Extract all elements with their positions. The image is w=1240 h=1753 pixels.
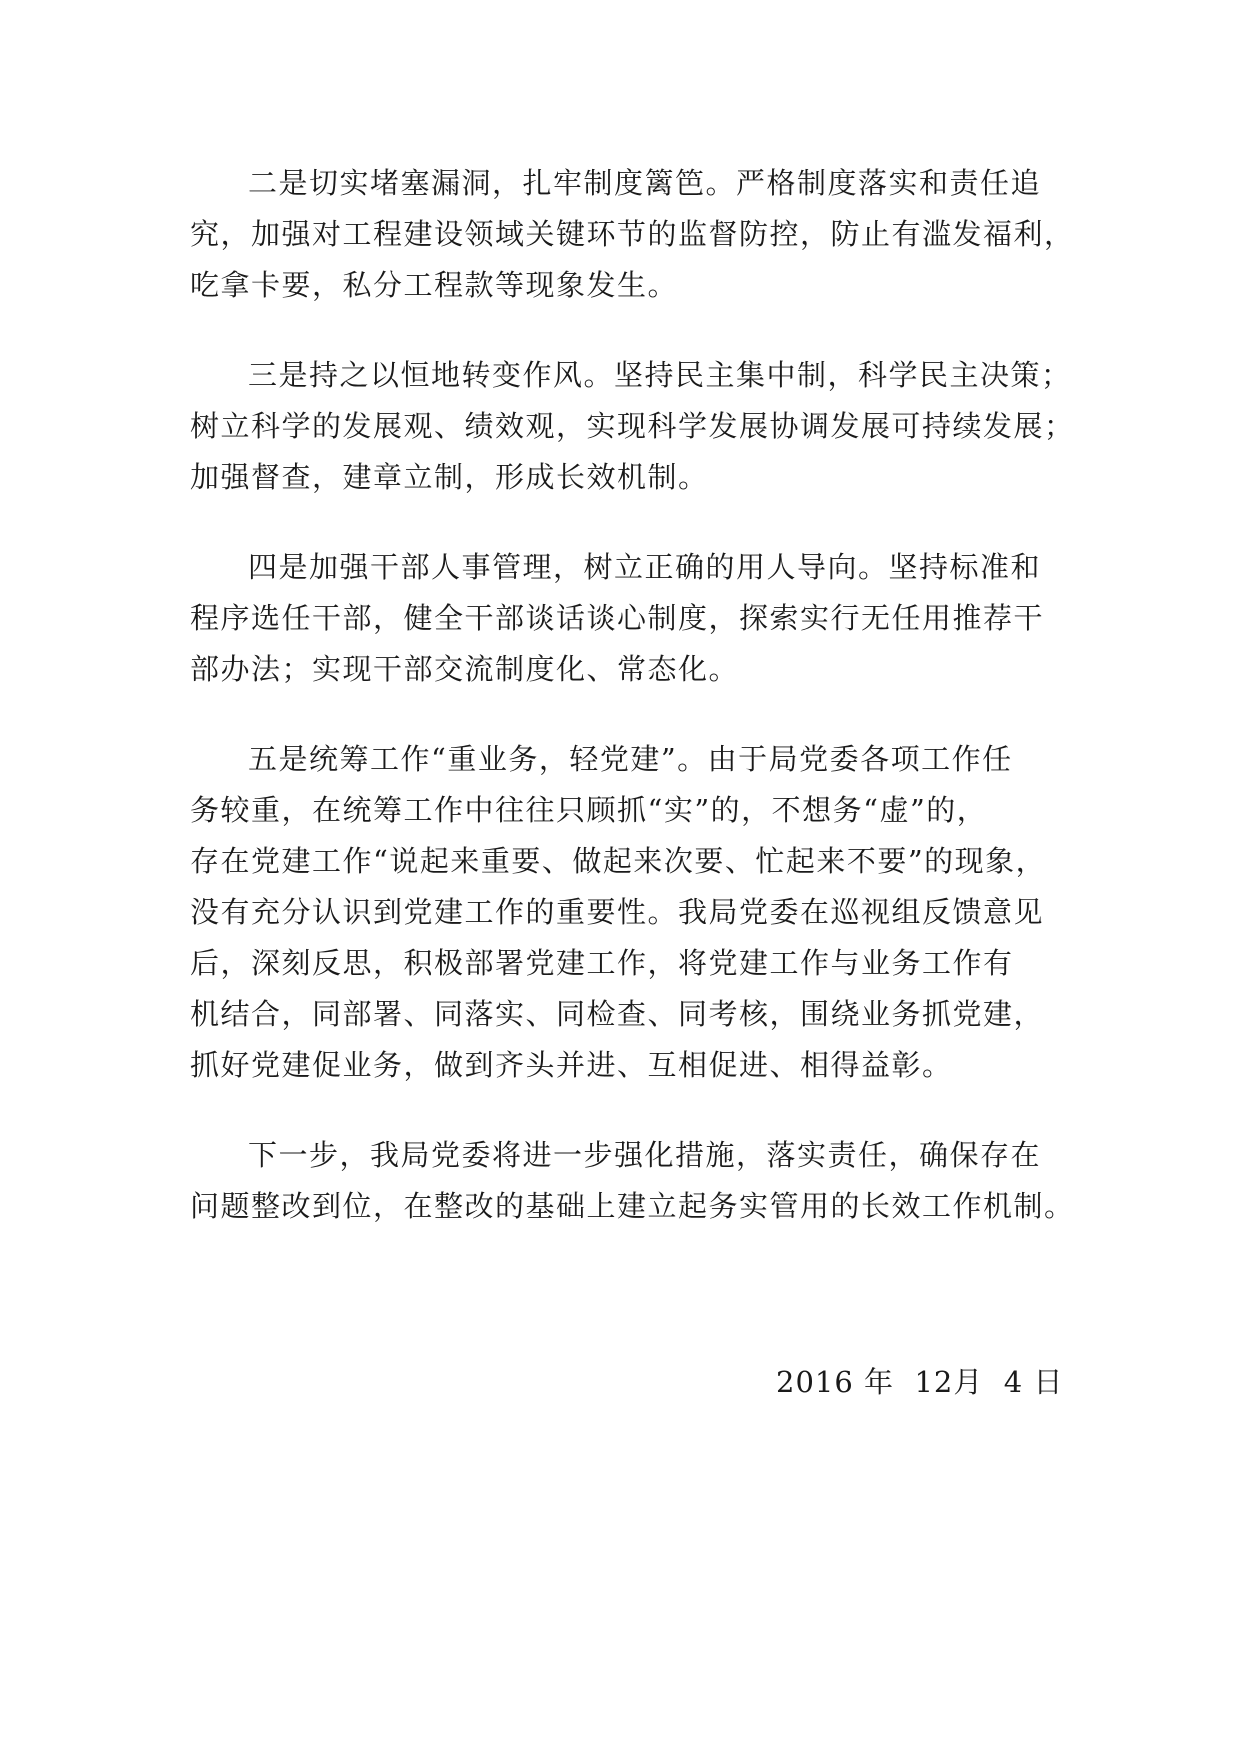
document-date: 2016 年 12月 4 日	[776, 1365, 1064, 1399]
text-line: 树立科学的发展观、绩效观，实现科学发展协调发展可持续发展；	[190, 409, 1075, 443]
text-line: 存在党建工作“说起来重要、做起来次要、忙起来不要”的现象，	[190, 844, 1047, 878]
text-line: 三是持之以恒地转变作风。坚持民主集中制，科学民主决策；	[248, 358, 1072, 392]
text-line: 加强督查，建章立制，形成长效机制。	[190, 460, 709, 494]
text-line: 问题整改到位，在整改的基础上建立起务实管用的长效工作机制。	[190, 1189, 1075, 1223]
paragraph-two	[190, 158, 1075, 311]
text-line: 二是切实堵塞漏洞，扎牢制度篱笆。严格制度落实和责任追	[248, 166, 1042, 200]
text-line: 部办法；实现干部交流制度化、常态化。	[190, 652, 740, 686]
paragraph-five	[190, 734, 1050, 1091]
text-line: 没有充分认识到党建工作的重要性。我局党委在巡视组反馈意见	[190, 895, 1045, 929]
document-body	[190, 158, 1075, 1271]
text-line: 吃拿卡要，私分工程款等现象发生。	[190, 268, 679, 302]
text-line: 程序选任干部，健全干部谈话谈心制度，探索实行无任用推荐干	[190, 601, 1045, 635]
paragraph-three	[190, 350, 1075, 503]
text-line: 抓好党建促业务，做到齐头并进、互相促进、相得益彰。	[190, 1048, 953, 1082]
text-line: 下一步，我局党委将进一步强化措施，落实责任，确保存在	[248, 1138, 1042, 1172]
text-line: 四是加强干部人事管理，树立正确的用人导向。坚持标准和	[248, 550, 1042, 584]
text-line: 务较重，在统筹工作中往往只顾抓“实”的，不想务“虚”的，	[190, 793, 988, 827]
text-line: 究，加强对工程建设领域关键环节的监督防控，防止有滥发福利，	[190, 217, 1075, 251]
text-line: 五是统筹工作“重业务，轻党建”。由于局党委各项工作任	[248, 742, 1013, 776]
paragraph-four	[190, 542, 1050, 695]
text-line: 机结合，同部署、同落实、同检查、同考核，围绕业务抓党建，	[190, 997, 1045, 1031]
paragraph-next-step	[190, 1130, 1075, 1232]
text-line: 后，深刻反思，积极部署党建工作，将党建工作与业务工作有	[190, 946, 1014, 980]
